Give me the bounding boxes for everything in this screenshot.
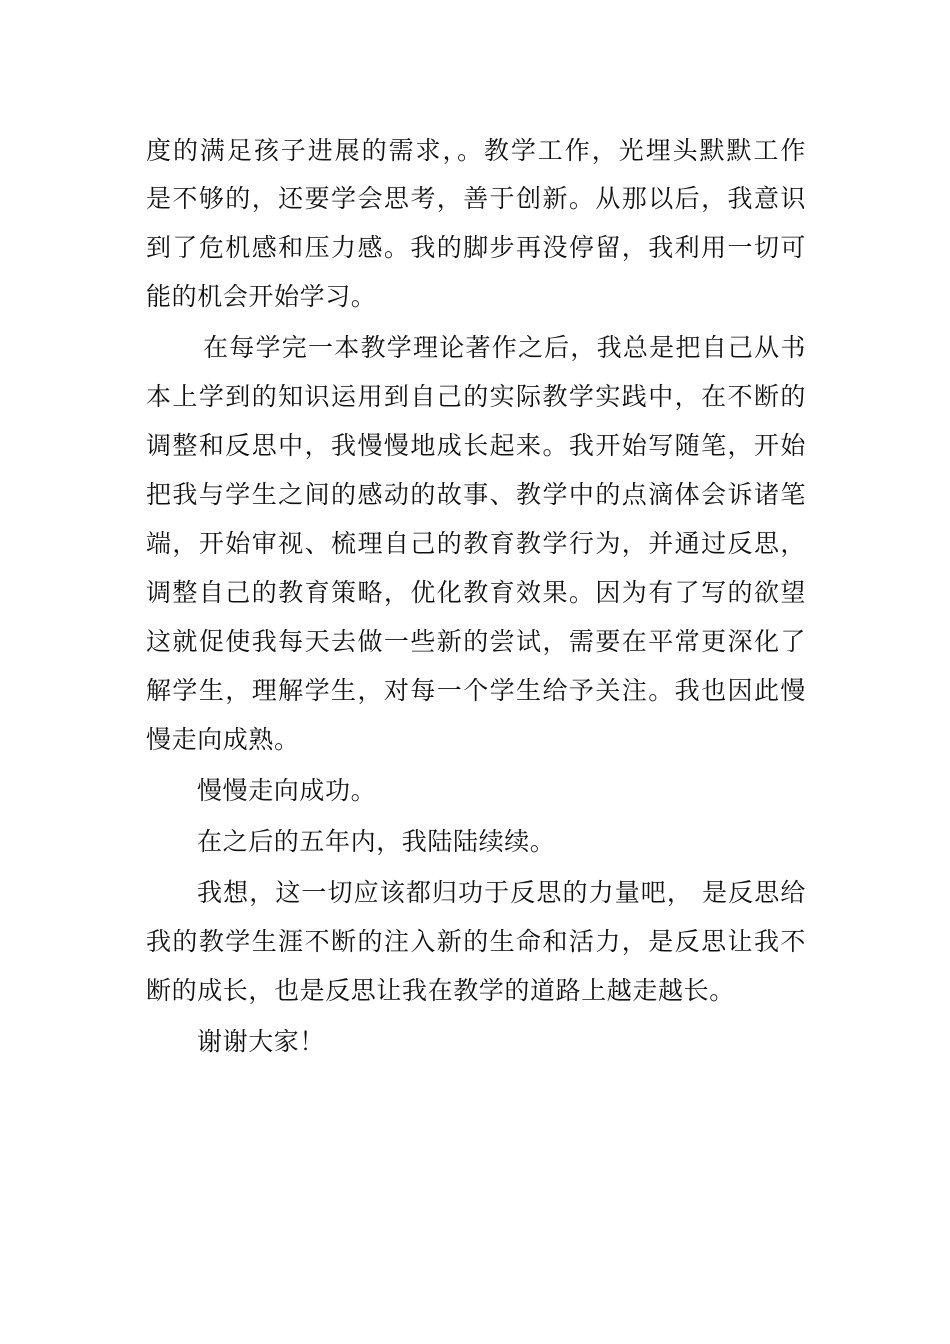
paragraph-5-line-3: 断的成长，也是反思让我在教学的道路上越走越长。 [146, 976, 735, 1005]
paragraph-2-line-5: 端，开始审视、梳理自己的教育教学行为，并通过反思， [146, 529, 806, 558]
paragraph-1-line-3: 到了危机感和压力感。我的脚步再没停留，我利用一切可 [146, 233, 806, 262]
paragraph-1-line-2: 是不够的，还要学会思考，善于创新。从那以后，我意识 [146, 184, 806, 213]
paragraph-2-line-2: 本上学到的知识运用到自己的实际教学实践中，在不断的 [146, 382, 806, 411]
paragraph-2-line-7: 这就促使我每天去做一些新的尝试，需要在平常更深化了 [146, 627, 806, 656]
paragraph-2-line-1: 在每学完一本教学理论著作之后，我总是把自己从书 [203, 333, 806, 362]
closing-thanks: 谢谢大家！ [197, 1027, 326, 1056]
paragraph-2-line-8: 解学生，理解学生，对每一个学生给予关注。我也因此慢 [146, 676, 806, 705]
paragraph-2-line-9: 慢走向成熟。 [146, 725, 300, 754]
paragraph-3-line-1: 慢慢走向成功。 [197, 776, 377, 805]
paragraph-1-line-4: 能的机会开始学习。 [146, 282, 377, 311]
paragraph-2-line-6: 调整自己的教育策略，优化教育效果。因为有了写的欲望 [146, 578, 806, 607]
paragraph-2-line-4: 把我与学生之间的感动的故事、教学中的点滴体会诉诸笔 [146, 480, 806, 509]
paragraph-1-line-1: 度的满足孩子进展的需求，。教学工作，光埋头默默工作 [146, 136, 806, 165]
paragraph-5-line-2: 我的教学生涯不断的注入新的生命和活力，是反思让我不 [146, 927, 806, 956]
paragraph-2-line-3: 调整和反思中，我慢慢地成长起来。我开始写随笔，开始 [146, 431, 806, 460]
paragraph-5-line-1: 我想，这一切应该都归功于反思的力量吧， 是反思给 [197, 878, 806, 907]
paragraph-4-line-1: 在之后的五年内，我陆陆续续。 [197, 827, 556, 856]
